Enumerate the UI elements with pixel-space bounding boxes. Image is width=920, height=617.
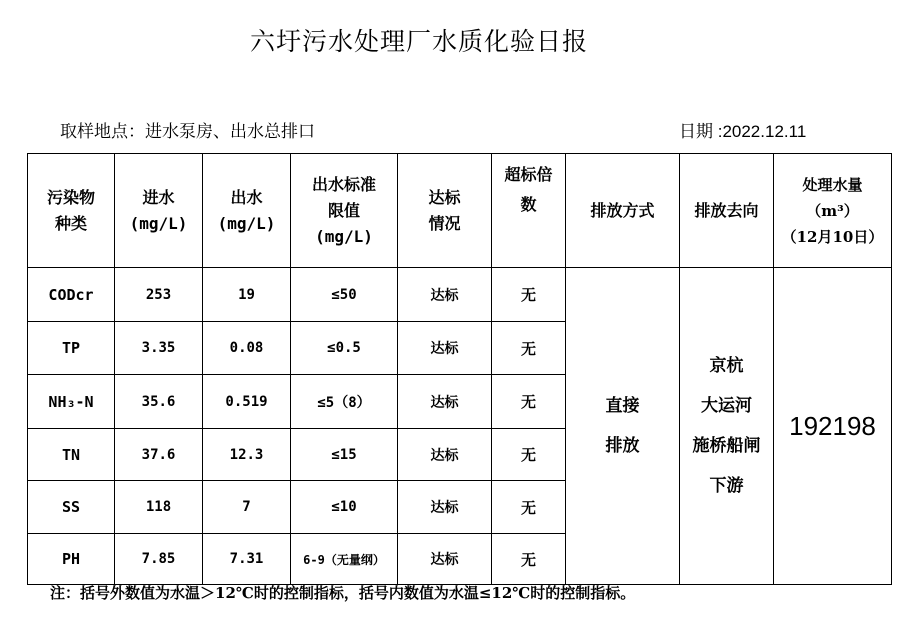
compliance-status: 达标 [398,322,492,375]
compliance-status: 达标 [398,268,492,322]
header-volume: 处理水量 （m³） （12月10日） [774,154,892,268]
effluent-value: 19 [203,268,291,322]
header-row [28,154,892,268]
pollutant-name: CODcr [28,268,115,322]
exceed-multiple: 无 [492,375,566,429]
exceed-multiple: 无 [492,322,566,375]
header-exceed: 超标倍 数 [492,154,566,268]
influent-value: 118 [115,481,203,534]
header-discharge-dest: 排放去向 [680,154,774,268]
treated-volume: 192198 [774,268,892,585]
header-compliance: 达标 情况 [398,154,492,268]
header-pollutant: 污染物 种类 [28,154,115,268]
influent-value: 37.6 [115,429,203,481]
limit-value: ≤15 [291,429,398,481]
pollutant-name: NH₃-N [28,375,115,429]
header-effluent: 出水 (mg/L) [203,154,291,268]
exceed-multiple: 无 [492,429,566,481]
influent-value: 35.6 [115,375,203,429]
water-quality-table [27,153,892,585]
influent-value: 7.85 [115,534,203,585]
limit-value: ≤50 [291,268,398,322]
compliance-status: 达标 [398,481,492,534]
limit-value: 6-9（无量纲） [291,534,398,585]
pollutant-name: SS [28,481,115,534]
influent-value: 253 [115,268,203,322]
pollutant-name: TN [28,429,115,481]
effluent-value: 0.08 [203,322,291,375]
exceed-multiple: 无 [492,268,566,322]
compliance-status: 达标 [398,375,492,429]
report-title: 六圩污水处理厂水质化验日报 [249,27,588,56]
discharge-destination: 京杭 大运河 施桥船闸 下游 [680,268,774,585]
report-date: 日期 :2022.12.11 [679,122,807,141]
header-limit: 出水标准 限值 (mg/L) [291,154,398,268]
pollutant-name: PH [28,534,115,585]
effluent-value: 7.31 [203,534,291,585]
compliance-status: 达标 [398,534,492,585]
effluent-value: 0.519 [203,375,291,429]
effluent-value: 12.3 [203,429,291,481]
header-influent: 进水 (mg/L) [115,154,203,268]
exceed-multiple: 无 [492,481,566,534]
table-row [28,268,892,322]
limit-value: ≤0.5 [291,322,398,375]
influent-value: 3.35 [115,322,203,375]
exceed-multiple: 无 [492,534,566,585]
limit-value: ≤5（8） [291,375,398,429]
sampling-location: 取样地点：进水泵房、出水总排口 [60,122,315,142]
header-discharge-method: 排放方式 [566,154,680,268]
footnote: 注：括号外数值为水温＞12℃时的控制指标，括号内数值为水温≤12℃时的控制指标。 [50,584,636,602]
pollutant-name: TP [28,322,115,375]
discharge-method: 直接 排放 [566,268,680,585]
limit-value: ≤10 [291,481,398,534]
compliance-status: 达标 [398,429,492,481]
effluent-value: 7 [203,481,291,534]
